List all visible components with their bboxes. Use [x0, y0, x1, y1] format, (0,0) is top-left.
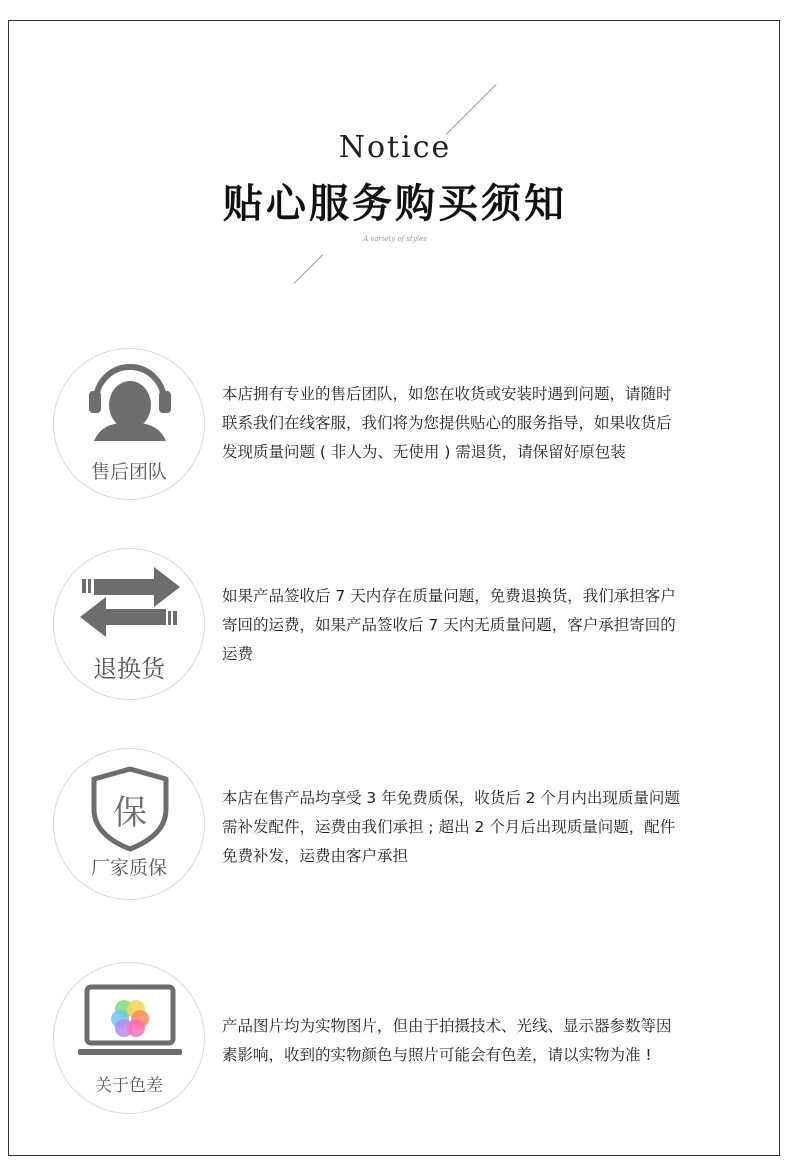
- warranty-line-1: 本店在售产品均享受 3 年免费质保，收货后 2 个月内出现质量问题: [222, 789, 680, 807]
- returns-line-2: 寄回的运费，如果产品签收后 7 天内无质量问题，客户承担寄回的: [222, 616, 676, 634]
- after-sales-badge: [53, 348, 205, 500]
- returns-line-1: 如果产品签收后 7 天内存在质量问题，免费退换货，我们承担客户: [222, 587, 676, 605]
- notice-heading: Notice: [338, 130, 452, 165]
- after-sales-line-3: 发现质量问题 ( 非人为、无使用 ) 需退货，请保留好原包装: [222, 443, 626, 461]
- page-title: 贴心服务购买须知: [223, 181, 567, 227]
- warranty-line-2: 需补发配件，运费由我们承担 ; 超出 2 个月后出现质量问题，配件: [222, 818, 676, 836]
- color-difference-line-1: 产品图片均为实物图片，但由于拍摄技术、光线、显示器参数等因: [222, 1017, 672, 1035]
- page-subtitle: A variety of styles: [363, 235, 427, 243]
- after-sales-description: [222, 380, 742, 467]
- returns-label: 退换货: [93, 655, 165, 683]
- returns-line-3: 运费: [222, 645, 254, 663]
- shield-character: 保: [113, 793, 147, 833]
- warranty-label: 厂家质保: [90, 857, 167, 879]
- color-difference-line-2: 素影响，收到的实物颜色与照片可能会有色差，请以实物为准 !: [222, 1046, 652, 1064]
- after-sales-line-2: 联系我们在线客服，我们将为您提供贴心的服务指导，如果收货后: [222, 414, 672, 432]
- color-difference-label: 关于色差: [95, 1076, 163, 1096]
- warranty-description: [222, 784, 742, 871]
- returns-badge: [53, 548, 205, 700]
- color-difference-description: [222, 1012, 742, 1070]
- warranty-line-3: 免费补发，运费由客户承担: [222, 847, 409, 865]
- returns-description: [222, 582, 742, 669]
- color-difference-badge: [53, 962, 205, 1114]
- warranty-badge: [53, 748, 205, 900]
- after-sales-label: 售后团队: [90, 461, 167, 483]
- after-sales-line-1: 本店拥有专业的售后团队，如您在收货或安装时遇到问题，请随时: [222, 385, 672, 403]
